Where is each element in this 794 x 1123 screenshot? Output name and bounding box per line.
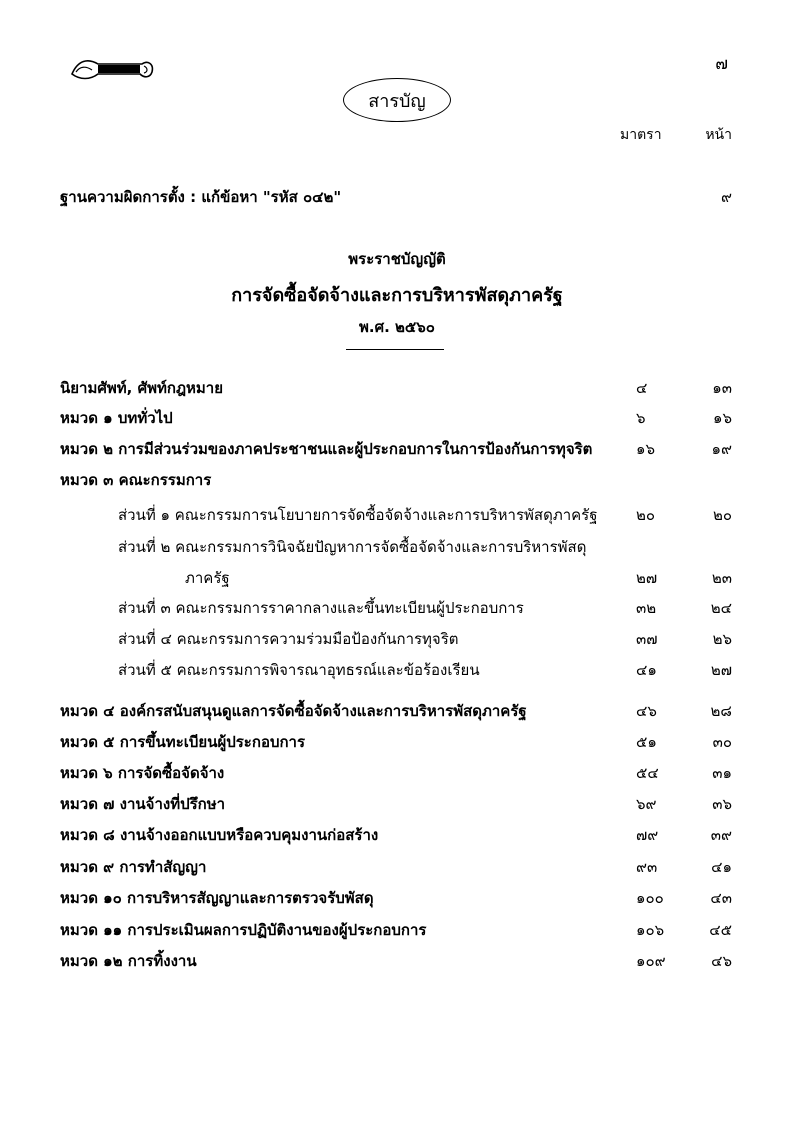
toc-entry-page: ๔๑ bbox=[711, 858, 732, 876]
toc-entry-chapter-3 bbox=[0, 468, 794, 492]
toc-entry-label: หมวด ๒ การมีส่วนร่วมของภาคประชาชนและผู้ประกอบการในการป้องกันการทุจริต bbox=[60, 440, 593, 458]
toc-entry-label: นิยามศัพท์, ศัพท์กฎหมาย bbox=[60, 379, 224, 397]
toc-entry-part-2 bbox=[0, 535, 794, 559]
toc-entry-definitions bbox=[0, 376, 794, 400]
toc-entry-label: หมวด ๕ การขึ้นทะเบียนผู้ประกอบการ bbox=[60, 733, 306, 751]
toc-entry-label: หมวด ๘ งานจ้างออกแบบหรือควบคุมงานก่อสร้าง bbox=[60, 826, 379, 844]
toc-entry-chapter-2 bbox=[0, 437, 794, 461]
toc-entry-page: ๑๖ bbox=[712, 409, 732, 427]
toc-entry-page: ๑๙ bbox=[711, 440, 732, 458]
toc-entry-page: ๔๖ bbox=[711, 952, 732, 970]
toc-entry-label: ส่วนที่ ๕ คณะกรรมการพิจารณาอุทธรณ์และข้อร้องเรียน bbox=[118, 661, 480, 679]
toc-entry-label: ส่วนที่ ๑ คณะกรรมการนโยบายการจัดซื้อจัดจ้างและการบริหารพัสดุภาครัฐ bbox=[118, 506, 598, 524]
toc-entry-page: ๑๓ bbox=[712, 379, 732, 397]
toc-entry-part-2-continuation bbox=[0, 566, 794, 590]
toc-entry-page: ๓๖ bbox=[712, 795, 732, 813]
toc-entry-section: ๑๐๙ bbox=[636, 952, 666, 970]
toc-entry-label: หมวด ๔ องค์กรสนับสนุนดูแลการจัดซื้อจัดจ้างและการบริหารพัสดุภาครัฐ bbox=[60, 702, 527, 720]
toc-entry-label: หมวด ๑๒ การทิ้งงาน bbox=[60, 952, 197, 970]
toc-entry-chapter-1 bbox=[0, 406, 794, 430]
toc-entry-page: ๓๙ bbox=[710, 826, 732, 844]
toc-entry-section: ๒๗ bbox=[636, 569, 658, 587]
toc-entry-label: ส่วนที่ ๒ คณะกรรมการวินิจฉัยปัญหาการจัดซื้อจัดจ้างและการบริหารพัสดุ bbox=[118, 538, 587, 556]
column-header-page: หน้า bbox=[705, 127, 732, 143]
toc-entry-chapter-9 bbox=[0, 855, 794, 879]
toc-entry-chapter-4 bbox=[0, 699, 794, 723]
toc-entry-section: ๕๔ bbox=[636, 764, 659, 782]
toc-entry-page: ๔๕ bbox=[709, 921, 732, 939]
page-number: ๗ bbox=[715, 54, 728, 74]
toc-entry-chapter-8 bbox=[0, 823, 794, 847]
toc-entry-label: หมวด ๙ การทำสัญญา bbox=[60, 858, 207, 876]
toc-entry-page: ๒๔ bbox=[710, 599, 732, 617]
toc-entry-section: ๖๙ bbox=[636, 795, 657, 813]
toc-title bbox=[343, 78, 451, 122]
toc-title-text: สารบัญ bbox=[368, 90, 426, 112]
toc-entry-section: ๙๓ bbox=[636, 858, 658, 876]
toc-entry-page: ๒๐ bbox=[712, 506, 732, 524]
toc-entry-section: ๗๙ bbox=[636, 826, 659, 844]
toc-entry-label: หมวด ๖ การจัดซื้อจัดจ้าง bbox=[60, 764, 225, 782]
toc-entry-chapter-5 bbox=[0, 730, 794, 754]
toc-entry-page: ๒๘ bbox=[710, 702, 732, 720]
toc-entry-label: ส่วนที่ ๓ คณะกรรมการราคากลางและขึ้นทะเบียนผู้ประกอบการ bbox=[118, 599, 524, 617]
toc-entry-label: หมวด ๓ คณะกรรมการ bbox=[60, 471, 212, 489]
toc-entry-page: ๒๓ bbox=[711, 569, 732, 587]
toc-entry-page: ๒๖ bbox=[712, 630, 732, 648]
act-year: พ.ศ. ๒๕๖๐ bbox=[359, 318, 435, 336]
toc-entry-section: ๒๐ bbox=[636, 506, 656, 524]
toc-entry-label: หมวด ๑๐ การบริหารสัญญาและการตรวจรับพัสดุ bbox=[60, 889, 374, 907]
toc-entry-section: ๔๖ bbox=[636, 702, 657, 720]
toc-entry-section: ๑๐๐ bbox=[636, 889, 664, 907]
toc-entry-chapter-7 bbox=[0, 792, 794, 816]
toc-entry-page: ๓๐ bbox=[712, 733, 732, 751]
toc-entry-label: หมวด ๗ งานจ้างที่ปรึกษา bbox=[60, 795, 226, 813]
act-type: พระราชบัญญัติ bbox=[348, 250, 446, 268]
toc-entry-section: ๔ bbox=[636, 379, 648, 397]
krisdika-logo bbox=[68, 50, 156, 84]
scroll-emblem-icon bbox=[68, 50, 156, 84]
toc-entry-part-1 bbox=[0, 503, 794, 527]
toc-entry-page: ๒๗ bbox=[710, 661, 732, 679]
toc-entry-part-5 bbox=[0, 658, 794, 682]
toc-entry-part-3 bbox=[0, 596, 794, 620]
toc-entry-part-4 bbox=[0, 627, 794, 651]
toc-entry-label: ส่วนที่ ๔ คณะกรรมการความร่วมมือป้องกันการทุจริต bbox=[118, 630, 459, 648]
toc-entry-page: ๔๓ bbox=[710, 889, 732, 907]
toc-entry-section: ๑๐๖ bbox=[636, 921, 665, 939]
toc-entry-label-continuation: ภาครัฐ bbox=[185, 569, 230, 587]
toc-entry-label: หมวด ๑ บททั่วไป bbox=[60, 409, 173, 427]
toc-entry-chapter-6 bbox=[0, 761, 794, 785]
toc-entry-section: ๖ bbox=[636, 409, 646, 427]
act-name: การจัดซื้อจัดจ้างและการบริหารพัสดุภาครัฐ bbox=[231, 285, 563, 306]
toc-entry-section: ๕๑ bbox=[636, 733, 657, 751]
toc-entry-chapter-10 bbox=[0, 886, 794, 910]
toc-entry-section: ๓๗ bbox=[636, 630, 658, 648]
toc-entry-label: หมวด ๑๑ การประเมินผลการปฏิบัติงานของผู้ประกอบการ bbox=[60, 921, 427, 939]
toc-entry-section: ๔๑ bbox=[636, 661, 657, 679]
toc-entry-page: ๓๑ bbox=[712, 764, 732, 782]
toc-entry-chapter-11 bbox=[0, 918, 794, 942]
toc-entry-section: ๓๒ bbox=[636, 599, 657, 617]
toc-entry-chapter-12 bbox=[0, 949, 794, 973]
toc-entry-section: ๑๖ bbox=[636, 440, 656, 458]
errata-entry: ฐานความผิดการตั้ง : แก้ข้อหา "รหัส ๐๔๒" bbox=[60, 188, 342, 206]
title-divider bbox=[346, 349, 444, 350]
errata-page: ๙ bbox=[721, 188, 732, 206]
column-header-section: มาตรา bbox=[620, 127, 662, 143]
